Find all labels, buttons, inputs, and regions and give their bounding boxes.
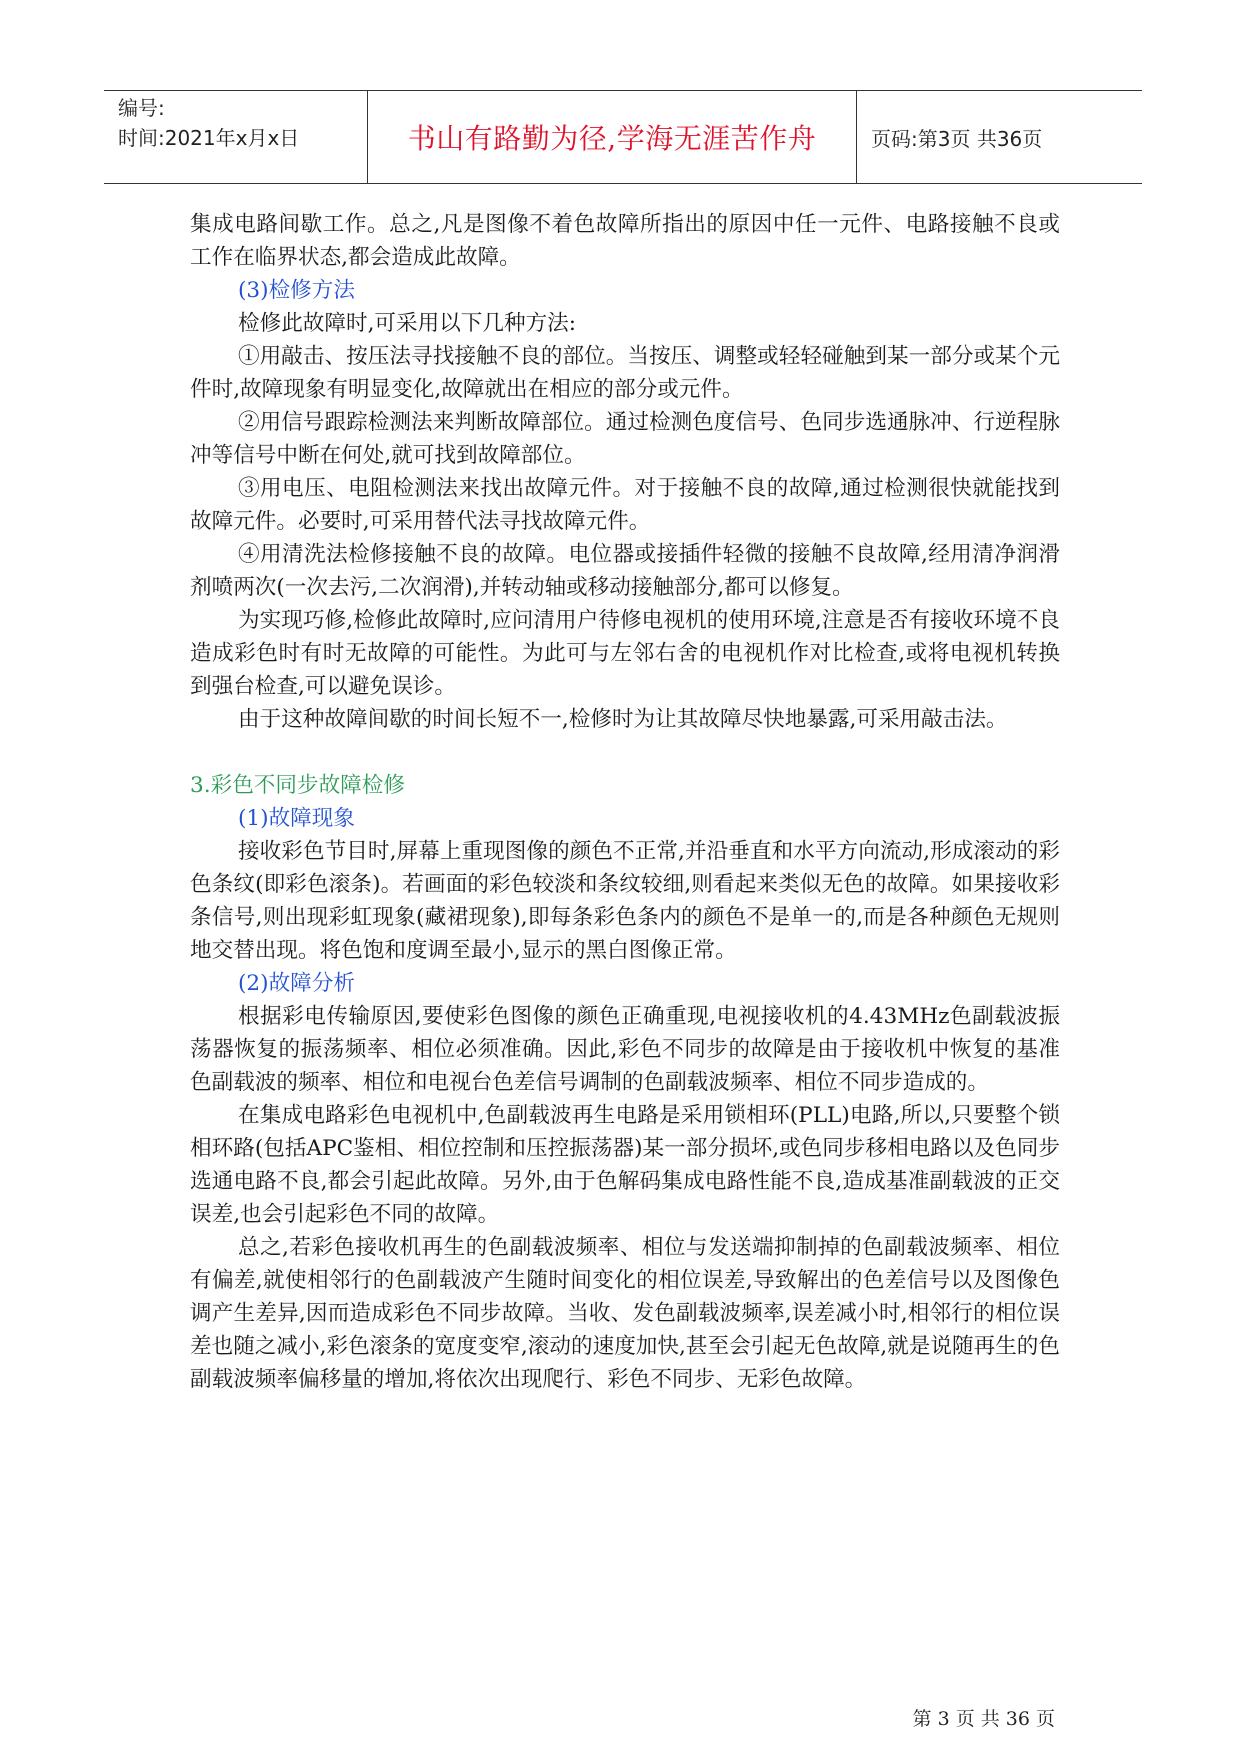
page-header [104,90,1142,184]
paragraph: 为实现巧修,检修此故障时,应问清用户待修电视机的使用环境,注意是否有接收环境不良造成彩色时有时无故障的可能性。为此可与左邻右舍的电视机作对比检查,或将电视机转换到强台检查,可以避免误诊。 [190,608,1060,699]
subheading-phenomenon: (1)故障现象 [238,806,355,831]
paragraph: 在集成电路彩色电视机中,色副载波再生电路是采用锁相环(PLL)电路,所以,只要整个锁相环路(包括APC鉴相、相位控制和压控振荡器)某一部分损坏,或色同步移相电路以及色同步选通电路不良,都会引起此故障。另外,由于色解码集成电路性能不良,造成基准副载波的正交误差,也会引起彩色不同的故障。 [190,1103,1060,1227]
paragraph: 总之,若彩色接收机再生的色副载波频率、相位与发送端抑制掉的色副载波频率、相位有偏差,就使相邻行的色副载波产生随时间变化的相位误差,导致解出的色差信号以及图像色调产生差异,因而造成彩色不同步故障。当收、发色副载波频率,误差减小时,相邻行的相位误差也随之减小,彩色滚条的宽度变窄,滚动的速度加快,甚至会引起无色故障,就是说随再生的色副载波频率偏移量的增加,将依次出现爬行、彩色不同步、无彩色故障。 [190,1235,1060,1392]
paragraph: ④用清洗法检修接触不良的故障。电位器或接插件轻微的接触不良故障,经用清净润滑剂喷两次(一次去污,二次润滑),并转动轴或移动接触部分,都可以修复。 [190,542,1060,600]
paragraph: 接收彩色节目时,屏幕上重现图像的颜色不正常,并沿垂直和水平方向流动,形成滚动的彩色条纹(即彩色滚条)。若画面的彩色较淡和条纹较细,则看起来类似无色的故障。如果接收彩条信号,则出现彩虹现象(藏裙现象),即每条彩色条内的颜色不是单一的,而是各种颜色无规则地交替出现。将色饱和度调至最小,显示的黑白图像正常。 [190,839,1060,963]
paragraph: 根据彩电传输原因,要使彩色图像的颜色正确重现,电视接收机的4.43MHz色副载波振荡器恢复的振荡频率、相位必须准确。因此,彩色不同步的故障是由于接收机中恢复的基准色副载波的频率、相位和电视台色差信号调制的色副载波频率、相位不同步造成的。 [190,1004,1060,1095]
header-left-cell [104,91,368,183]
paragraph: ②用信号跟踪检测法来判断故障部位。通过检测色度信号、色同步选通脉冲、行逆程脉冲等信号中断在何处,就可找到故障部位。 [190,410,1060,468]
document-number-label: 编号: [118,96,165,120]
subheading-analysis: (2)故障分析 [238,971,355,996]
header-motto: 书山有路勤为径,学海无涯苦作舟 [407,122,817,155]
paragraph: 由于这种故障间歇的时间长短不一,检修时为让其故障尽快地暴露,可采用敲击法。 [238,707,1008,732]
paragraph: ①用敲击、按压法寻找接触不良的部位。当按压、调整或轻轻碰触到某一部分或某个元件时,故障现象有明显变化,故障就出在相应的部分或元件。 [190,344,1060,402]
page-footer: 第 3 页 共 36 页 [912,1708,1055,1730]
header-page-cell [857,91,1142,183]
document-time-label: 时间:2021年x月x日 [118,126,300,150]
subheading-repair-method: (3)检修方法 [238,278,355,303]
header-motto-cell [368,91,857,183]
paragraph: ③用电压、电阻检测法来找出故障元件。对于接触不良的故障,通过检测很快就能找到故障元件。必要时,可采用替代法寻找故障元件。 [190,476,1060,534]
paragraph: 检修此故障时,可采用以下几种方法: [238,311,577,336]
header-page-label: 页码:第3页 共36页 [871,126,1043,151]
spacer [190,736,1060,769]
paragraph: 集成电路间歇工作。总之,凡是图像不着色故障所指出的原因中任一元件、电路接触不良或工作在临界状态,都会造成此故障。 [190,212,1060,270]
document-body [190,208,1060,1396]
section-heading: 3.彩色不同步故障检修 [190,773,405,798]
